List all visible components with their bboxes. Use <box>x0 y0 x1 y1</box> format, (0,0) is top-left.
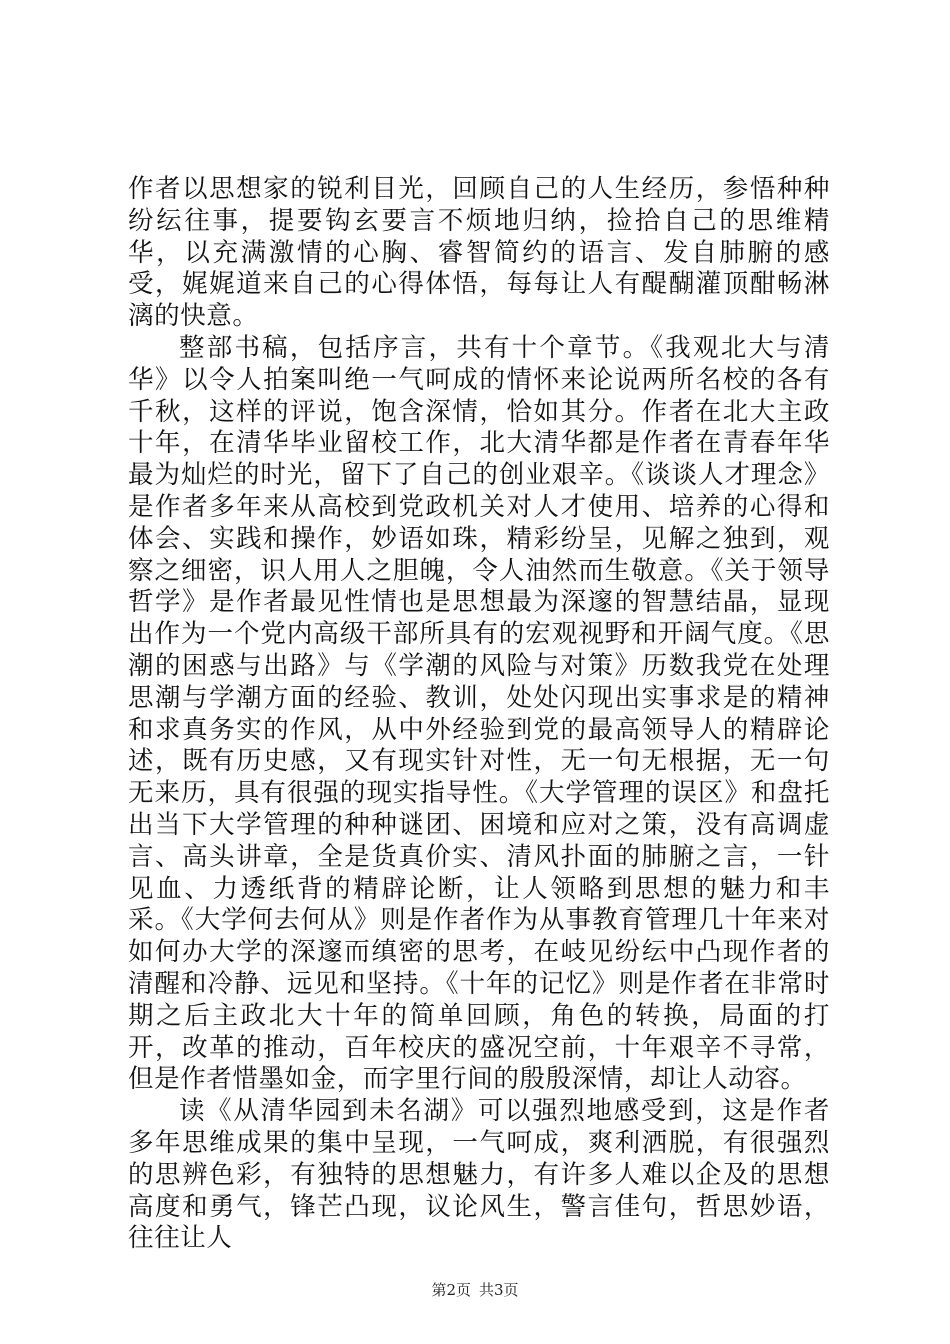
paragraph-reading: 读《从清华园到未名湖》可以强烈地感受到，这是作者多年思维成果的集中呈现，一气呵成，爽利洒脱，有很强烈的思辨色彩，有独特的思想魅力，有许多人难以企及的思想高度和勇气，锋芒凸现，议论风生，警言佳句，哲思妙语，往往让人 <box>128 1096 830 1254</box>
page-total: 共3页 <box>479 1281 519 1299</box>
paragraph-chapters: 整部书稿，包括序言，共有十个章节。《我观北大与清华》以令人拍案叫绝一气呵成的情怀来论说两所名校的各有千秋，这样的评说，饱含深情，恰如其分。作者在北大主政十年，在清华毕业留校工作，北大清华都是作者在青春年华最为灿烂的时光，留下了自己的创业艰辛。《谈谈人才理念》是作者多年来从高校到党政机关对人才使用、培养的心得和体会、实践和操作，妙语如珠，精彩纷呈，见解之独到，观察之细密，识人用人之胆魄，令人油然而生敬意。《关于领导哲学》是作者最见性情也是思想最为深邃的智慧结晶，显现出作为一个党内高级干部所具有的宏观视野和开阔气度。《思潮的困惑与出路》与《学潮的风险与对策》历数我党在处理思潮与学潮方面的经验、教训，处处闪现出实事求是的精神和求真务实的作风，从中外经验到党的最高领导人的精辟论述，既有历史感，又有现实针对性，无一句无根据，无一句无来历，具有很强的现实指导性。《大学管理的误区》和盘托出当下大学管理的种种谜团、困境和应对之策，没有高调虚言、高头讲章，全是货真价实、清风扑面的肺腑之言，一针见血、力透纸背的精辟论断，让人领略到思想的魅力和丰采。《大学何去何从》则是作者作为从事教育管理几十年来对如何办大学的深邃而缜密的思考，在岐见纷纭中凸现作者的清醒和冷静、远见和坚持。《十年的记忆》则是作者在非常时期之后主政北大十年的简单回顾，角色的转换，局面的打开，改革的推动，百年校庆的盛况空前，十年艰辛不寻常，但是作者惜墨如金，而字里行间的殷殷深情，却让人动容。 <box>128 332 830 1095</box>
paragraph-intro: 作者以思想家的锐利目光，回顾自己的人生经历，参悟种种纷纭往事，提要钩玄要言不烦地归纳，捡拾自己的思维精华，以充满激情的心胸、睿智简约的语言、发自肺腑的感受，娓娓道来自己的心得体悟，每每让人有醍醐灌顶酣畅淋漓的快意。 <box>128 174 830 332</box>
page-number: 第2页 <box>431 1281 471 1299</box>
page-footer <box>0 1280 950 1300</box>
document-body <box>128 174 830 1255</box>
